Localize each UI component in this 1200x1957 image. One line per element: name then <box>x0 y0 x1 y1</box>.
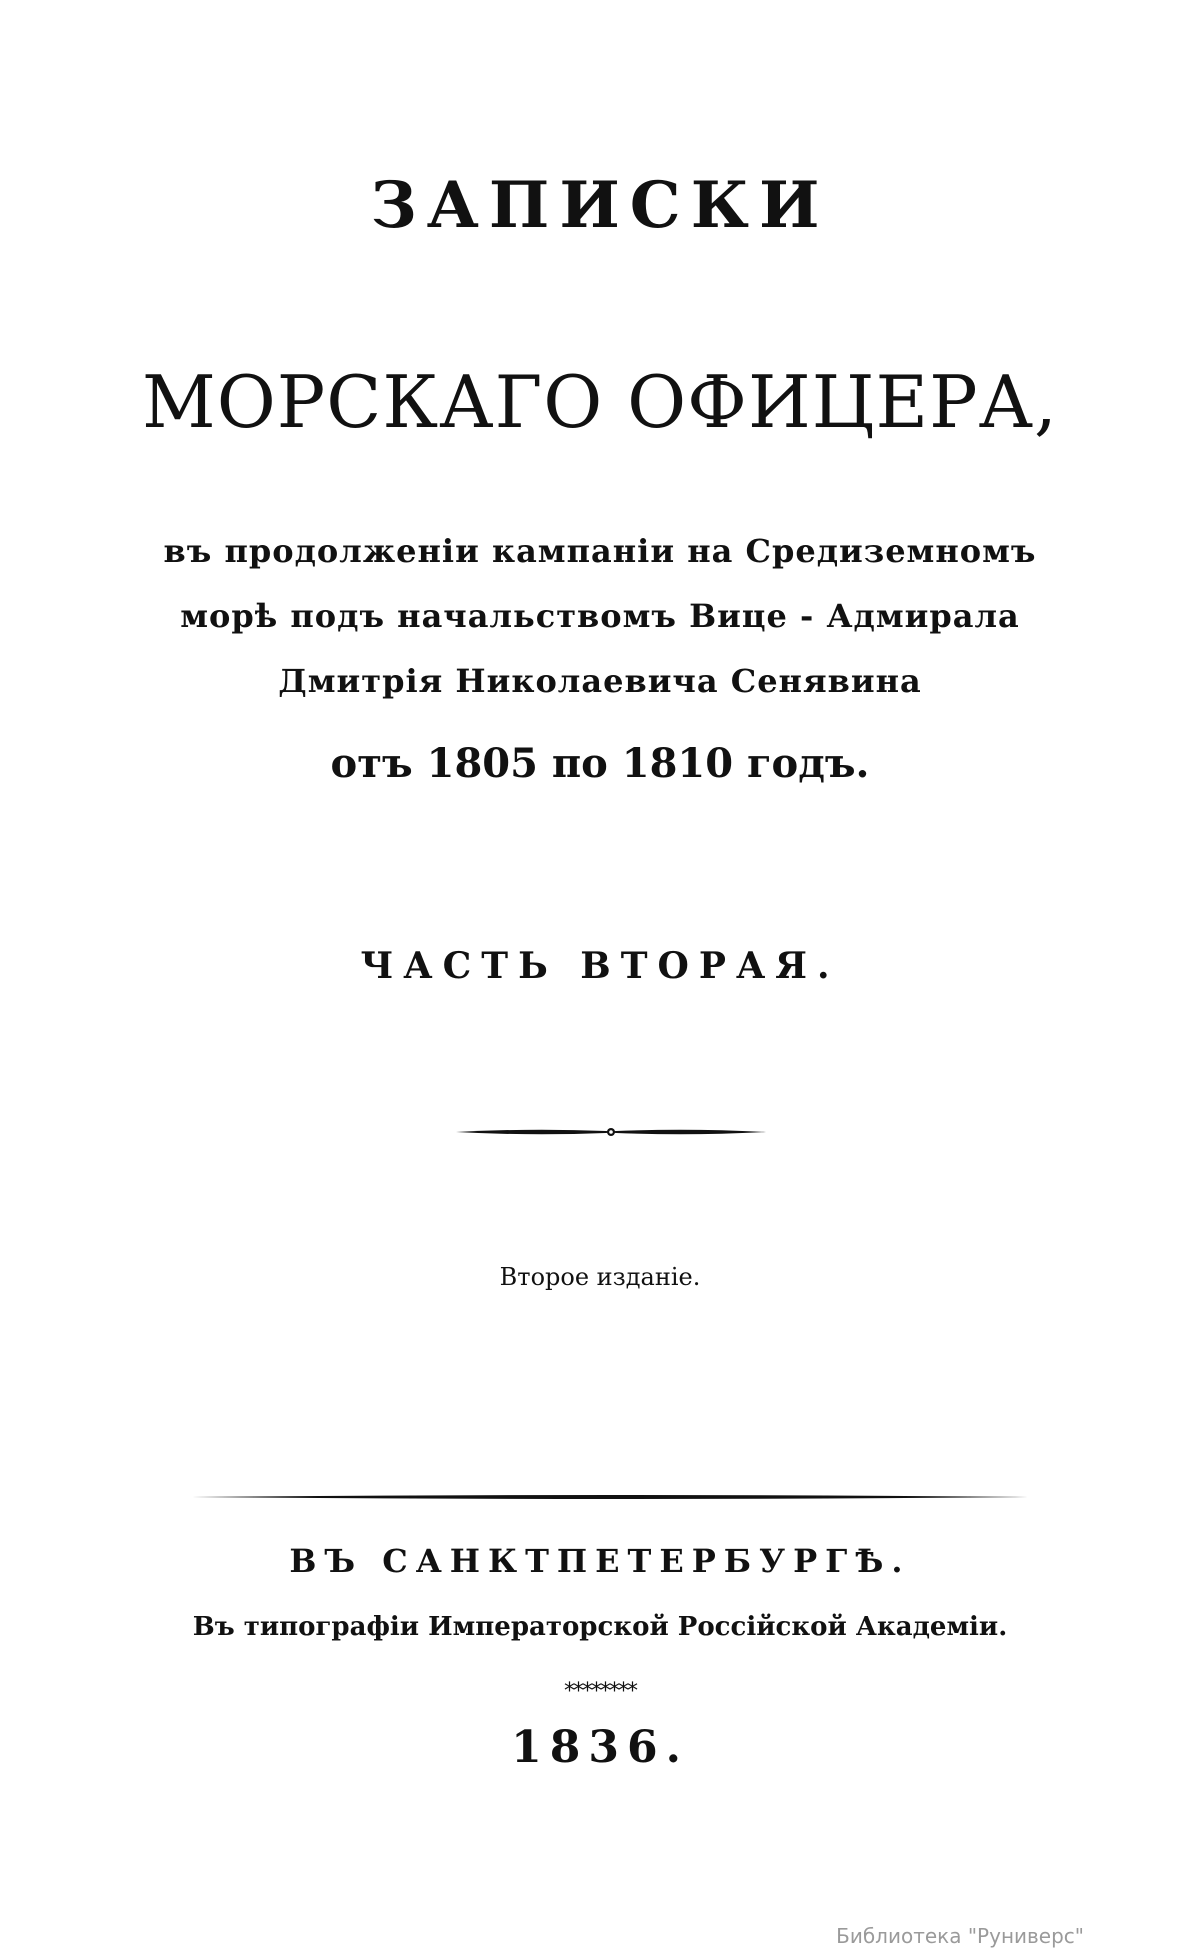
press-line: Въ типографіи Императорской Россійской Академіи. <box>192 1612 1008 1642</box>
subtitle-line-3: Дмитрія Николаевича Сенявина <box>278 662 922 700</box>
subtitle-line-2: морѣ подъ начальствомъ Вице - Адмирала <box>180 597 1020 635</box>
part-line: ЧАСТЬ ВТОРАЯ. <box>360 945 840 987</box>
rule-divider <box>192 1493 1028 1501</box>
city-line: ВЪ САНКТПЕТЕРБУРГѢ. <box>289 1542 911 1580</box>
title-line-2: МОРСКАГО ОФИЦЕРА, <box>142 360 1058 444</box>
edition-line: Второе изданіе. <box>499 1263 701 1291</box>
years-line: отъ 1805 по 1810 годъ. <box>330 740 870 787</box>
subtitle-line-1: въ продолженіи кампаніи на Средиземномъ <box>163 532 1037 570</box>
title-line-1: ЗАПИСКИ <box>370 168 830 243</box>
year-line: 1836. <box>511 1722 689 1773</box>
stars-line: ******** <box>564 1679 636 1704</box>
library-watermark: Библиотека "Руниверс" <box>836 1924 1084 1948</box>
ornament-divider <box>456 1122 766 1142</box>
